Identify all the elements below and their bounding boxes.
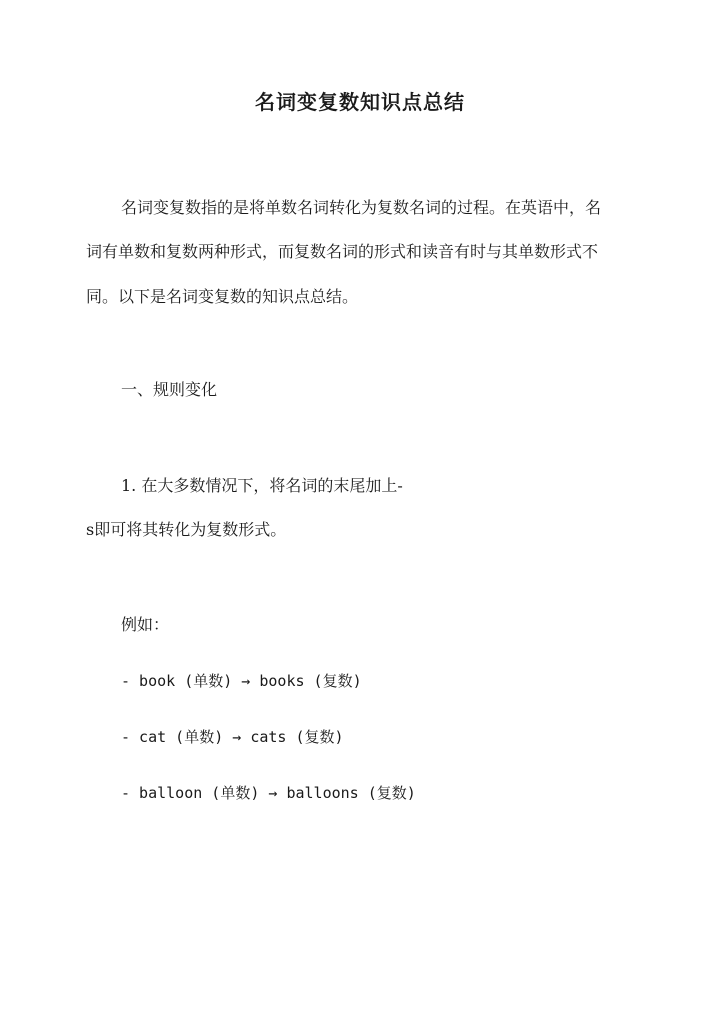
section-heading: 一、规则变化 <box>121 380 218 399</box>
intro-paragraph-line-3: 同。以下是名词变复数的知识点总结。 <box>86 287 359 306</box>
example-item: - book (单数) → books (复数) <box>121 672 362 690</box>
example-item: - balloon (单数) → balloons (复数) <box>121 784 416 802</box>
examples-label: 例如： <box>121 615 170 634</box>
example-item: - cat (单数) → cats (复数) <box>121 728 344 746</box>
rule-1-line-2: s即可将其转化为复数形式。 <box>86 520 287 539</box>
rule-1-line-1: 1. 在大多数情况下，将名词的末尾加上- <box>121 476 403 495</box>
document-title: 名词变复数知识点总结 <box>255 90 465 114</box>
intro-paragraph-line-2: 词有单数和复数两种形式，而复数名词的形式和读音有时与其单数形式不 <box>86 242 599 261</box>
intro-paragraph-line-1: 名词变复数指的是将单数名词转化为复数名词的过程。在英语中，名 <box>121 198 602 217</box>
